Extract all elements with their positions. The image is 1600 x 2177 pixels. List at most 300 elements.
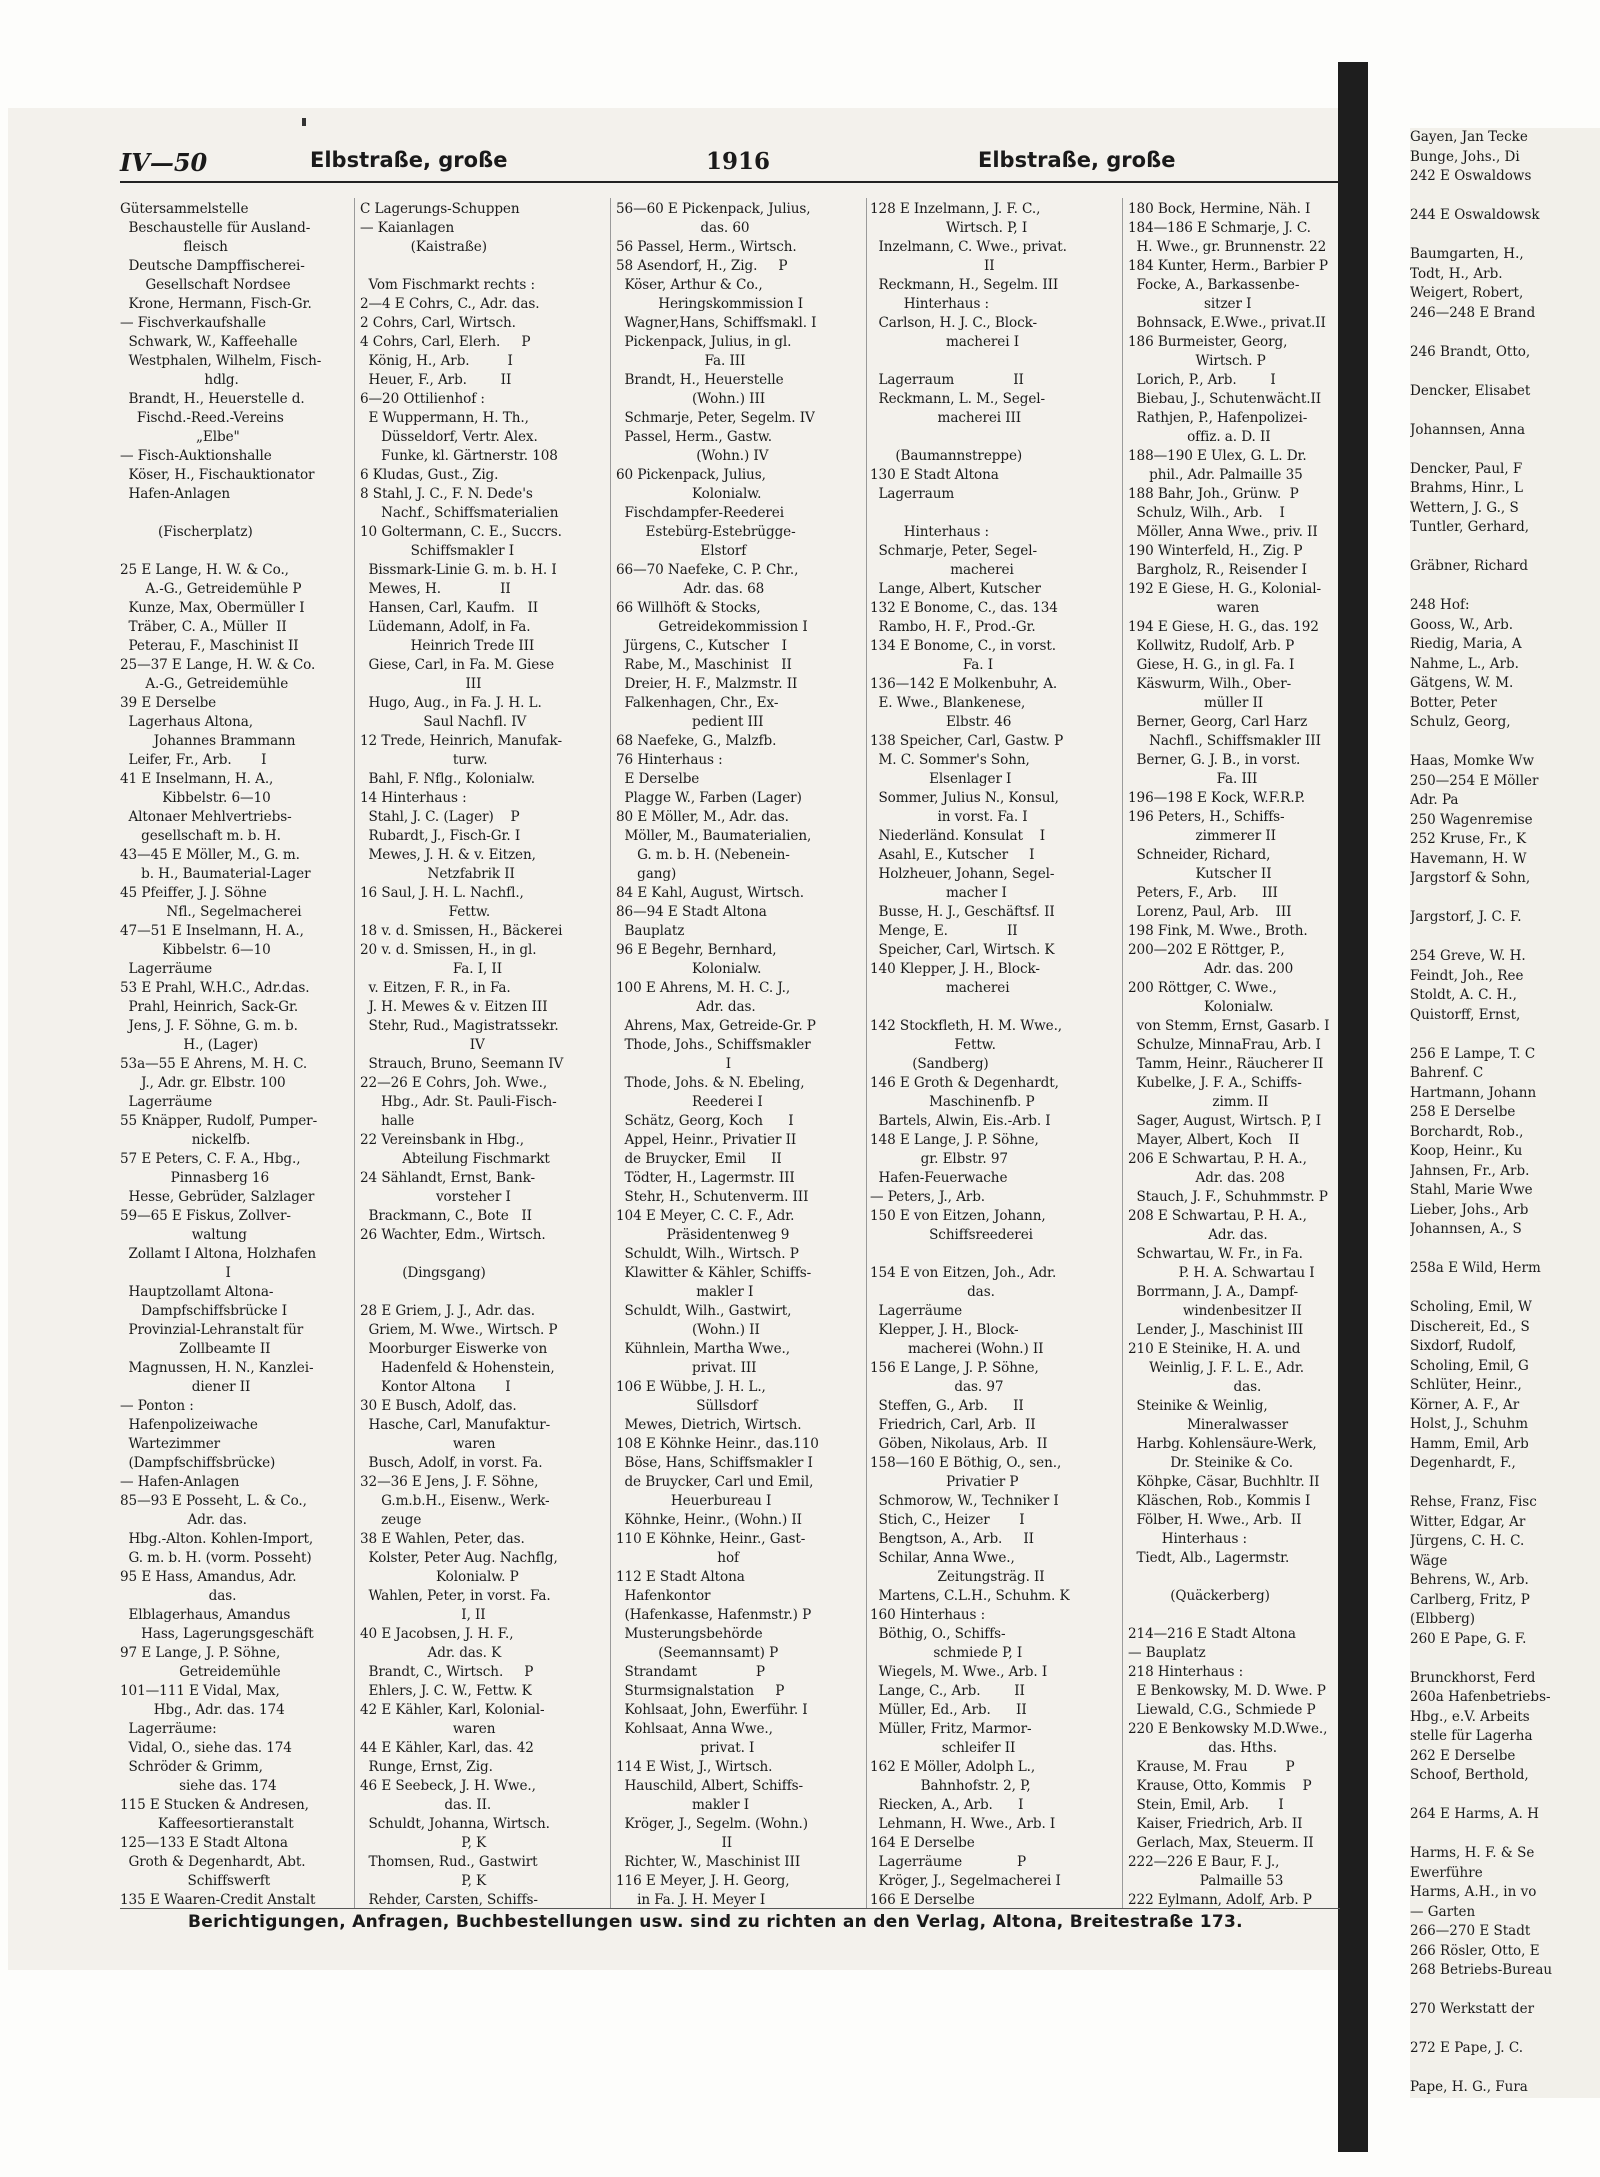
directory-entry-line: — Fischverkaufshalle	[120, 315, 266, 331]
directory-entry-line: macherei	[870, 562, 1014, 578]
directory-entry-line: Giese, H. G., in gl. Fa. I	[1128, 657, 1295, 673]
next-page-line: 258 E Derselbe	[1410, 1104, 1516, 1120]
next-page-line: Brunckhorst, Ferd	[1410, 1669, 1536, 1686]
directory-entry-line: Strauch, Bruno, Seemann IV	[360, 1056, 564, 1072]
directory-entry-line: Hbg., Adr. das. 174	[120, 1702, 285, 1718]
year-label: 1916	[706, 148, 771, 175]
directory-entry-line: Müller, Ed., Arb. II	[870, 1702, 1027, 1718]
directory-entry-line: (Wohn.) IV	[616, 448, 769, 464]
directory-entry-line: 222—226 E Baur, F. J.,	[1128, 1854, 1280, 1870]
directory-entry-line: Friedrich, Carl, Arb. II	[870, 1417, 1036, 1433]
directory-entry-line: Lagerräume	[870, 1303, 963, 1319]
directory-entry-line: 138 Speicher, Carl, Gastw. P	[870, 733, 1064, 749]
directory-entry-line: gesellschaft m. b. H.	[120, 828, 281, 844]
directory-entry-line: Hinterhaus :	[870, 296, 990, 312]
directory-entry-line: Funke, kl. Gärtnerstr. 108	[360, 448, 558, 464]
directory-entry-line: Schulz, Wilh., Arb. I	[1128, 505, 1285, 521]
directory-entry-line: Lüdemann, Adolf, in Fa.	[360, 619, 531, 635]
directory-entry-line: 158—160 E Böthig, O., sen.,	[870, 1455, 1062, 1471]
directory-entry-line: 26 Wachter, Edm., Wirtsch.	[360, 1227, 546, 1243]
footer-rule	[120, 1908, 1340, 1909]
next-page-line: 250—254 E Möller	[1410, 772, 1539, 789]
directory-column-5	[1128, 200, 1368, 1908]
directory-entry-line: Plagge W., Farben (Lager)	[616, 790, 802, 806]
directory-entry-line: 80 E Möller, M., Adr. das.	[616, 809, 789, 825]
next-page-line: Schoof, Berthold,	[1410, 1767, 1529, 1783]
directory-entry-line: Lorich, P., Arb. I	[1128, 372, 1276, 388]
directory-entry-line: Menge, E. II	[870, 923, 1018, 939]
directory-entry-line: Krone, Hermann, Fisch-Gr.	[120, 296, 312, 312]
directory-entry-line: das.	[1128, 1379, 1262, 1395]
directory-entry-line: 210 E Steinike, H. A. und	[1128, 1341, 1301, 1357]
directory-entry-line: 56—60 E Pickenpack, Julius,	[616, 201, 811, 217]
directory-entry-line: das. II.	[360, 1797, 492, 1813]
directory-entry-line: Gütersammelstelle	[120, 201, 249, 217]
directory-entry-line: P, K	[360, 1835, 487, 1851]
directory-entry-line: Brandt, H., Heuerstelle d.	[120, 391, 305, 407]
next-page-line: Stoldt, A. C. H.,	[1410, 987, 1517, 1003]
directory-entry-line: offiz. a. D. II	[1128, 429, 1271, 445]
next-page-line: Harms, A.H., in vo	[1410, 1884, 1537, 1900]
directory-entry-line: Kutscher II	[1128, 866, 1272, 882]
directory-entry-line: Elblagerhaus, Amandus	[120, 1607, 291, 1623]
next-page-line: Haas, Momke Ww	[1410, 753, 1535, 769]
next-page-line: 264 E Harms, A. H	[1410, 1806, 1539, 1822]
directory-entry-line: Bartels, Alwin, Eis.-Arb. I	[870, 1113, 1051, 1129]
directory-entry-line: Holzheuer, Johann, Segel-	[870, 866, 1055, 882]
directory-entry-line: Falkenhagen, Chr., Ex-	[616, 695, 779, 711]
directory-column-4	[870, 200, 1126, 1908]
directory-entry-line: schleifer II	[870, 1740, 1016, 1756]
next-page-line: 252 Kruse, Fr., K	[1410, 831, 1527, 847]
directory-entry-line: I, II	[360, 1607, 486, 1623]
directory-entry-line: 192 E Giese, H. G., Kolonial-	[1128, 581, 1322, 597]
next-page-line	[1410, 1786, 1600, 1806]
page-number: IV—50	[120, 148, 208, 177]
directory-entry-line: gr. Elbstr. 97	[870, 1151, 1008, 1167]
directory-entry-line: Ehlers, J. C. W., Fettw. K	[360, 1683, 532, 1699]
next-page-line: Dischereit, Ed., S	[1410, 1318, 1530, 1335]
next-page-line: 266 Rösler, Otto, E	[1410, 1942, 1540, 1959]
directory-column-2	[360, 200, 604, 1908]
next-page-line: Dencker, Elisabet	[1410, 382, 1531, 399]
directory-entry-line: 22 Vereinsbank in Hbg.,	[360, 1132, 524, 1148]
directory-entry-line: Schuldt, Johanna, Wirtsch.	[360, 1816, 550, 1832]
directory-entry-line: Stich, C., Heizer I	[870, 1512, 1025, 1528]
directory-entry-line: Müller, Fritz, Marmor-	[870, 1721, 1032, 1737]
directory-entry-line: I	[120, 1265, 231, 1281]
directory-column-3	[616, 200, 862, 1908]
directory-entry-line: Hauschild, Albert, Schiffs-	[616, 1778, 804, 1794]
next-page-line: 270 Werkstatt der	[1410, 2001, 1535, 2017]
directory-entry-line: Bargholz, R., Reisender I	[1128, 562, 1307, 578]
next-page-line: Quistorff, Ernst,	[1410, 1006, 1521, 1023]
next-page-line: 250 Wagenremise	[1410, 811, 1533, 828]
next-page-line: Borchardt, Rob.,	[1410, 1123, 1524, 1140]
directory-entry-line: Krause, M. Frau P	[1128, 1759, 1295, 1775]
directory-entry-line: 148 E Lange, J. P. Söhne,	[870, 1132, 1039, 1148]
next-page-line: Dencker, Paul, F	[1410, 460, 1523, 477]
directory-entry-line: Musterungsbehörde	[616, 1626, 763, 1642]
directory-entry-line: — Bauplatz	[1128, 1645, 1206, 1661]
next-page-line: Johannsen, Anna	[1410, 421, 1526, 438]
directory-entry-line: 196—198 E Kock, W.F.R.P.	[1128, 790, 1305, 806]
directory-entry-line: de Bruycker, Emil II	[616, 1151, 782, 1167]
next-page-line: Degenhardt, F.,	[1410, 1455, 1516, 1471]
directory-entry-line: H. Wwe., gr. Brunnenstr. 22	[1128, 239, 1327, 255]
directory-entry-line: 76 Hinterhaus :	[616, 752, 723, 768]
directory-entry-line: Abteilung Fischmarkt	[360, 1151, 550, 1167]
directory-entry-line: Rathjen, P., Hafenpolizei-	[1128, 410, 1308, 426]
directory-entry-line: 116 E Meyer, J. H. Georg,	[616, 1873, 790, 1889]
directory-entry-line: 55 Knäpper, Rudolf, Pumper-	[120, 1113, 318, 1129]
directory-entry-line: Fischdampfer-Reederei	[616, 505, 784, 521]
directory-entry-line: waren	[1128, 600, 1260, 616]
next-page-line: Hamm, Emil, Arb	[1410, 1435, 1529, 1452]
directory-entry-line: Westphalen, Wilhelm, Fisch-	[120, 353, 322, 369]
directory-entry-line: Mayer, Albert, Koch II	[1128, 1132, 1300, 1148]
next-page-line: Rehse, Franz, Fisc	[1410, 1494, 1537, 1510]
directory-entry-line: Tamm, Heinr., Räucherer II	[1128, 1056, 1324, 1072]
directory-entry-line: Bissmark-Linie G. m. b. H. I	[360, 562, 557, 578]
directory-entry-line: turw.	[360, 752, 488, 768]
next-page-line: Feindt, Joh., Ree	[1410, 967, 1524, 984]
directory-entry-line: windenbesitzer II	[1128, 1303, 1302, 1319]
directory-entry-line: 41 E Inselmann, H. A.,	[120, 771, 274, 787]
directory-entry-line: waren	[360, 1436, 496, 1452]
directory-entry-line: König, H., Arb. I	[360, 353, 513, 369]
directory-entry-line: Brandt, H., Heuerstelle	[616, 372, 784, 388]
next-page-line: 242 E Oswaldows	[1410, 168, 1532, 184]
directory-entry-line: fleisch	[120, 239, 228, 255]
directory-entry-line: Köser, H., Fischauktionator	[120, 467, 315, 483]
directory-entry-line: hdlg.	[120, 372, 239, 388]
directory-entry-line: Kolster, Peter Aug. Nachflg,	[360, 1550, 558, 1566]
directory-entry-line: J. H. Mewes & v. Eitzen III	[360, 999, 548, 1015]
directory-entry-line: Fölber, H. Wwe., Arb. II	[1128, 1512, 1302, 1528]
directory-entry-line: halle	[360, 1113, 415, 1129]
directory-entry-line: 22—26 E Cohrs, Joh. Wwe.,	[360, 1075, 548, 1091]
directory-entry-line: Schilar, Anna Wwe.,	[870, 1550, 1015, 1566]
directory-entry-line: 160 Hinterhaus :	[870, 1607, 986, 1623]
directory-entry-line: Schiffsmakler I	[360, 543, 515, 559]
directory-entry-line: Wartezimmer	[120, 1436, 221, 1452]
directory-entry-line: Berner, Georg, Carl Harz	[1128, 714, 1308, 730]
directory-entry-line: 130 E Stadt Altona	[870, 467, 999, 483]
directory-entry-line: 32—36 E Jens, J. F. Söhne,	[360, 1474, 539, 1490]
directory-entry-line: 140 Klepper, J. H., Block-	[870, 961, 1040, 977]
directory-entry-line: privat. III	[616, 1360, 757, 1376]
directory-entry-line: 162 E Möller, Adolph L.,	[870, 1759, 1036, 1775]
next-page-line	[1410, 440, 1600, 460]
directory-entry-line: gang)	[616, 866, 677, 882]
directory-entry-line: Kollwitz, Rudolf, Arb. P	[1128, 638, 1295, 654]
directory-entry-line: Leifer, Fr., Arb. I	[120, 752, 267, 768]
directory-entry-line: Kibbelstr. 6—10	[120, 942, 271, 958]
directory-entry-line: 190 Winterfeld, H., Zig. P	[1128, 543, 1303, 559]
directory-entry-line: zeuge	[360, 1512, 422, 1528]
next-page-fragment	[1410, 128, 1600, 2098]
directory-entry-line: Strandamt P	[616, 1664, 765, 1680]
directory-entry-line: Rubardt, J., Fisch-Gr. I	[360, 828, 521, 844]
next-page-line: Pape, H. G., Fura	[1410, 2079, 1528, 2095]
directory-entry-line: Schuldt, Wilh., Wirtsch. P	[616, 1246, 799, 1262]
directory-entry-line: 108 E Köhnke Heinr., das.110	[616, 1436, 819, 1452]
directory-entry-line: Klepper, J. H., Block-	[870, 1322, 1019, 1338]
directory-entry-line: 114 E Wist, J., Wirtsch.	[616, 1759, 773, 1775]
directory-entry-line: Borrmann, J. A., Dampf-	[1128, 1284, 1299, 1300]
directory-entry-line: Groth & Degenhardt, Abt.	[120, 1854, 306, 1870]
directory-entry-line: Mewes, H. II	[360, 581, 511, 597]
directory-entry-line: Brandt, C., Wirtsch. P	[360, 1664, 534, 1680]
directory-entry-line: Adr. das. 200	[1128, 961, 1294, 977]
directory-entry-line: Schwark, W., Kaffeehalle	[120, 334, 298, 350]
next-page-line	[1410, 323, 1600, 343]
directory-entry-line: waltung	[120, 1227, 247, 1243]
next-page-line	[1410, 226, 1600, 246]
directory-entry-line: 214—216 E Stadt Altona	[1128, 1626, 1296, 1642]
directory-entry-line: Tiedt, Alb., Lagermstr.	[1128, 1550, 1290, 1566]
directory-entry-line: 40 E Jacobsen, J. H. F.,	[360, 1626, 514, 1642]
directory-entry-line: 66—70 Naefeke, C. P. Chr.,	[616, 562, 799, 578]
directory-entry-line: (Dampfschiffsbrücke)	[120, 1455, 276, 1471]
directory-entry-line: Busch, Adolf, in vorst. Fa.	[360, 1455, 543, 1471]
next-page-line: Witter, Edgar, Ar	[1410, 1513, 1526, 1530]
directory-entry-line: Lorenz, Paul, Arb. III	[1128, 904, 1292, 920]
directory-entry-line: Rambo, H. F., Prod.-Gr.	[870, 619, 1036, 635]
directory-entry-line: Riecken, A., Arb. I	[870, 1797, 1024, 1813]
directory-entry-line: Gerlach, Max, Steuerm. II	[1128, 1835, 1314, 1851]
directory-entry-line: G. m. b. H. (vorm. Posseht)	[120, 1550, 312, 1566]
directory-entry-line: müller II	[1128, 695, 1264, 711]
directory-entry-line: 135 E Waaren-Credit Anstalt	[120, 1892, 316, 1908]
directory-entry-line: Jens, J. F. Söhne, G. m. b.	[120, 1018, 298, 1034]
ink-mark	[302, 118, 306, 126]
directory-entry-line: 200—202 E Röttger, P.,	[1128, 942, 1285, 958]
next-page-line: Baumgarten, H.,	[1410, 246, 1524, 262]
directory-entry-line: von Stemm, Ernst, Gasarb. I	[1128, 1018, 1330, 1034]
directory-entry-line: Göben, Nikolaus, Arb. II	[870, 1436, 1048, 1452]
directory-entry-line: 2—4 E Cohrs, C., Adr. das.	[360, 296, 540, 312]
next-page-line: Holst, J., Schuhm	[1410, 1416, 1529, 1432]
directory-entry-line: 85—93 E Posseht, L. & Co.,	[120, 1493, 307, 1509]
directory-entry-line: 166 E Derselbe	[870, 1892, 975, 1908]
directory-entry-line: Dreier, H. F., Malzmstr. II	[616, 676, 798, 692]
directory-entry-line: Adr. das. 208	[1128, 1170, 1285, 1186]
directory-entry-line: Reederei I	[616, 1094, 763, 1110]
directory-entry-line: 97 E Lange, J. P. Söhne,	[120, 1645, 281, 1661]
directory-entry-line: das.	[120, 1588, 237, 1604]
directory-entry-line: 184—186 E Schmarje, J. C.	[1128, 220, 1311, 236]
directory-entry-line: Schuldt, Wilh., Gastwirt,	[616, 1303, 792, 1319]
directory-entry-line: Stauch, J. F., Schuhmmstr. P	[1128, 1189, 1328, 1205]
directory-entry-line: Heuerbureau I	[616, 1493, 772, 1509]
directory-entry-line: Hass, Lagerungsgeschäft	[120, 1626, 314, 1642]
directory-entry-line: Niederländ. Konsulat I	[870, 828, 1046, 844]
directory-entry-line: Netzfabrik II	[360, 866, 515, 882]
directory-entry-line: Hugo, Aug., in Fa. J. H. L.	[360, 695, 542, 711]
next-page-line: 260 E Pape, G. F.	[1410, 1630, 1527, 1647]
directory-entry-line: Steffen, G., Arb. II	[870, 1398, 1024, 1414]
directory-entry-line: zimmerer II	[1128, 828, 1276, 844]
directory-entry-line: siehe das. 174	[120, 1778, 277, 1794]
directory-entry-line: I	[616, 1056, 732, 1072]
directory-entry-line: macherei I	[870, 334, 1019, 350]
directory-entry-line: v. Eitzen, F. R., in Fa.	[360, 980, 511, 996]
directory-entry-line: Griem, M. Wwe., Wirtsch. P	[360, 1322, 558, 1338]
next-page-line: Lieber, Johs., Arb	[1410, 1201, 1529, 1218]
directory-entry-line: 38 E Wahlen, Peter, das.	[360, 1531, 525, 1547]
directory-entry-line: Nachf., Schiffsmaterialien	[360, 505, 559, 521]
next-page-line	[1410, 362, 1600, 382]
directory-entry-line: Hauptzollamt Altona-	[120, 1284, 274, 1300]
directory-entry-line: Palmaille 53	[1128, 1873, 1284, 1889]
next-page-line: Scholing, Emil, G	[1410, 1357, 1529, 1374]
directory-entry-line: Kröger, J., Segelm. (Wohn.)	[616, 1816, 808, 1832]
directory-entry-line	[1128, 1606, 1368, 1625]
next-page-line: Weigert, Robert,	[1410, 285, 1524, 301]
directory-entry-line: Peterau, F., Maschinist II	[120, 638, 299, 654]
directory-entry-line: Heuer, F., Arb. II	[360, 372, 512, 388]
directory-entry-line: 142 Stockfleth, H. M. Wwe.,	[870, 1018, 1063, 1034]
next-page-line	[1410, 2098, 1600, 2099]
directory-entry-line: 86—94 E Stadt Altona	[616, 904, 767, 920]
next-page-line: Jürgens, C. H. C.	[1410, 1533, 1525, 1549]
directory-entry-line: Mewes, J. H. & v. Eitzen,	[360, 847, 536, 863]
directory-entry-line: Adr. das.	[120, 1512, 247, 1528]
directory-entry-line: 28 E Griem, J. J., Adr. das.	[360, 1303, 536, 1319]
directory-entry-line: — Kaianlagen	[360, 220, 455, 236]
directory-entry-line: (Kaistraße)	[360, 239, 487, 255]
directory-entry-line: Hbg.-Alton. Kohlen-Import,	[120, 1531, 314, 1547]
directory-entry-line: Mewes, Dietrich, Wirtsch.	[616, 1417, 802, 1433]
directory-entry-line: E Benkowsky, M. D. Wwe. P	[1128, 1683, 1326, 1699]
directory-entry-line: H., (Lager)	[120, 1037, 259, 1053]
next-page-line	[1410, 928, 1600, 948]
directory-entry-line: II	[870, 258, 995, 274]
directory-entry-line: Krause, Otto, Kommis P	[1128, 1778, 1312, 1794]
directory-entry-line: Tödter, H., Lagermstr. III	[616, 1170, 795, 1186]
directory-entry-line: II	[616, 1835, 733, 1851]
next-page-line: Wettern, J. G., S	[1410, 499, 1519, 516]
next-page-line	[1410, 1279, 1600, 1299]
directory-entry-line: Fa. III	[616, 353, 746, 369]
directory-entry-line: Zollamt I Altona, Holzhafen	[120, 1246, 317, 1262]
directory-entry-line: „Elbe"	[120, 429, 240, 445]
directory-entry-line: 43—45 E Möller, M., G. m.	[120, 847, 300, 863]
next-page-line: 258a E Wild, Herm	[1410, 1260, 1541, 1276]
directory-entry-line: (Hafenkasse, Hafenmstr.) P	[616, 1607, 812, 1623]
directory-entry-line: Hesse, Gebrüder, Salzlager	[120, 1189, 315, 1205]
directory-entry-line: Richter, W., Maschinist III	[616, 1854, 801, 1870]
directory-entry-line: Sager, August, Wirtsch. P, I	[1128, 1113, 1321, 1129]
directory-entry-line	[120, 542, 348, 561]
directory-entry-line: Fettw.	[870, 1037, 996, 1053]
directory-entry-line: Carlson, H. J. C., Block-	[870, 315, 1037, 331]
directory-entry-line: Dr. Steinike & Co.	[1128, 1455, 1293, 1471]
directory-entry-line: Rabe, M., Maschinist II	[616, 657, 792, 673]
directory-entry-line: Thomsen, Rud., Gastwirt	[360, 1854, 538, 1870]
directory-entry-line: Maschinenfb. P	[870, 1094, 1035, 1110]
directory-entry-line: 58 Asendorf, H., Zig. P	[616, 258, 788, 274]
directory-entry-line: Kolonialw.	[616, 486, 762, 502]
next-page-line	[1410, 2059, 1600, 2079]
directory-entry-line: 18 v. d. Smissen, H., Bäckerei	[360, 923, 563, 939]
column-divider	[610, 198, 611, 1908]
directory-entry-line: 115 E Stucken & Andresen,	[120, 1797, 309, 1813]
directory-entry-line: (Quäckerberg)	[1128, 1588, 1270, 1604]
directory-entry-line: — Ponton :	[120, 1398, 194, 1414]
next-page-line: Bunge, Johs., Di	[1410, 148, 1520, 165]
directory-entry-line: Hasche, Carl, Manufaktur-	[360, 1417, 551, 1433]
next-page-line: Gätgens, W. M.	[1410, 675, 1514, 691]
directory-entry-line: Lender, J., Maschinist III	[1128, 1322, 1304, 1338]
directory-entry-line: Appel, Heinr., Privatier II	[616, 1132, 797, 1148]
directory-entry-line: 6 Kludas, Gust., Zig.	[360, 467, 499, 483]
directory-entry-line: Berner, G. J. B., in vorst.	[1128, 752, 1301, 768]
directory-entry-line: Adr. das.	[616, 999, 756, 1015]
directory-entry-line: vorsteher I	[360, 1189, 511, 1205]
directory-entry-line: Schmarje, Peter, Segel-	[870, 543, 1037, 559]
directory-entry-line: G. m. b. H. (Nebenein-	[616, 847, 790, 863]
directory-entry-line: 30 E Busch, Adolf, das.	[360, 1398, 517, 1414]
directory-entry-line: Rehder, Carsten, Schiffs-	[360, 1892, 538, 1908]
directory-entry-line: 56 Passel, Herm., Wirtsch.	[616, 239, 797, 255]
directory-entry-line: 12 Trede, Heinrich, Manufak-	[360, 733, 562, 749]
directory-entry-line: 180 Bock, Hermine, Näh. I	[1128, 201, 1311, 217]
directory-entry-line: Brackmann, C., Bote II	[360, 1208, 532, 1224]
directory-entry-line: Hadenfeld & Hohenstein,	[360, 1360, 555, 1376]
next-page-line	[1410, 577, 1600, 597]
next-page-line: Schlüter, Heinr.,	[1410, 1377, 1522, 1393]
directory-entry-line: Inzelmann, C. Wwe., privat.	[870, 239, 1067, 255]
directory-entry-line: A.-G., Getreidemühle	[120, 676, 289, 692]
directory-entry-line: Kunze, Max, Obermüller I	[120, 600, 305, 616]
directory-entry-line: phil., Adr. Palmaille 35	[1128, 467, 1303, 483]
directory-entry-line: 8 Stahl, J. C., F. N. Dede's	[360, 486, 533, 502]
directory-entry-line	[120, 504, 348, 523]
directory-entry-line: zimm. II	[1128, 1094, 1269, 1110]
page-header	[120, 148, 1340, 182]
directory-entry-line: (Dingsgang)	[360, 1265, 486, 1281]
directory-entry-line: E. Wwe., Blankenese,	[870, 695, 1026, 711]
directory-entry-line: das. 97	[870, 1379, 1004, 1395]
directory-entry-line: Kibbelstr. 6—10	[120, 790, 271, 806]
directory-entry-line: Lagerraum II	[870, 372, 1024, 388]
next-page-line: Gooss, W., Arb.	[1410, 616, 1514, 633]
directory-entry-line: Wirtsch. P	[1128, 353, 1266, 369]
directory-entry-line: 208 E Schwartau, P. H. A.,	[1128, 1208, 1307, 1224]
directory-entry-line: Elstorf	[616, 543, 747, 559]
directory-entry-line: Mineralwasser	[1128, 1417, 1289, 1433]
directory-entry-line: Pickenpack, Julius, in gl.	[616, 334, 792, 350]
next-page-line: stelle für Lagerha	[1410, 1728, 1533, 1744]
directory-entry-line: Kohlsaat, John, Ewerführ. I	[616, 1702, 808, 1718]
directory-entry-line: makler I	[616, 1797, 749, 1813]
directory-entry-line: 112 E Stadt Altona	[616, 1569, 745, 1585]
directory-entry-line: Liewald, C.G., Schmiede P	[1128, 1702, 1316, 1718]
directory-entry-line: Vom Fischmarkt rechts :	[360, 277, 535, 293]
directory-entry-line	[360, 1245, 604, 1264]
directory-entry-line: Giese, Carl, in Fa. M. Giese	[360, 657, 555, 673]
next-page-line: Adr. Pa	[1410, 792, 1459, 808]
directory-entry-line: (Fischerplatz)	[120, 524, 253, 540]
next-page-line	[1410, 1825, 1600, 1845]
directory-entry-line: Altonaer Mehlvertriebs-	[120, 809, 292, 825]
directory-entry-line: Fa. I	[870, 657, 993, 673]
directory-entry-line: Kaffeesortieranstalt	[120, 1816, 294, 1832]
directory-entry-line: 66 Willhöft & Stocks,	[616, 600, 761, 616]
